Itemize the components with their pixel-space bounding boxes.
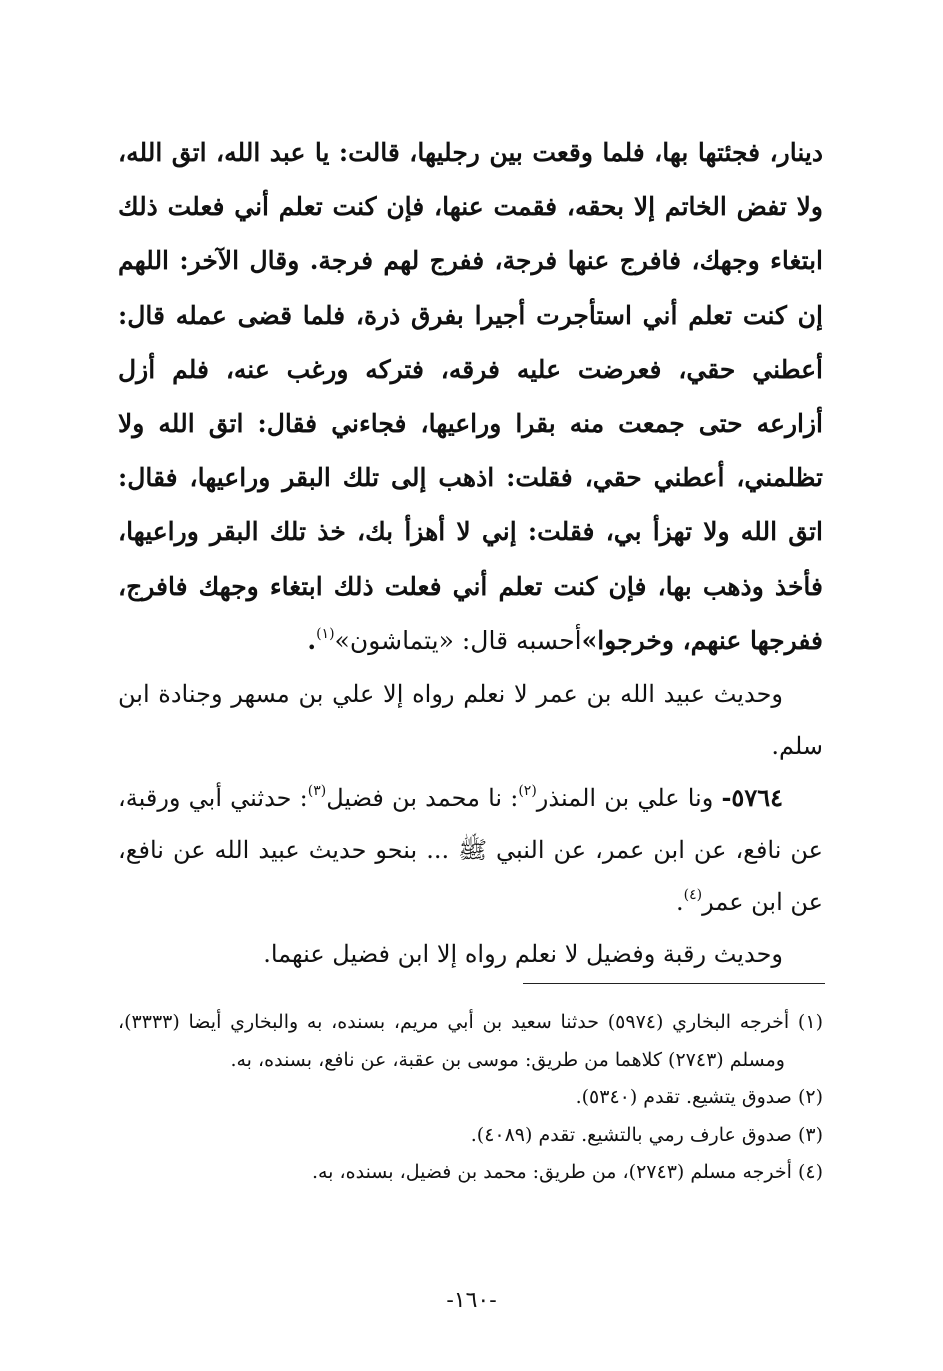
footnote-separator (523, 983, 825, 984)
main-text (118, 126, 823, 980)
hadith-body-paragraph (118, 126, 823, 668)
hadith-body-tail: أحسبه قال: «يتماشون» (334, 625, 582, 655)
footnote-4: (٤) أخرجه مسلم (٢٧٤٣)، من طريق: محمد بن فضيل، بسنده، به. (311, 1161, 823, 1183)
footnote-ref-3: (٣) (307, 783, 327, 800)
isnad-end: . (675, 888, 684, 917)
hadith-5764-paragraph (118, 772, 823, 928)
isnad-part-b: : نا محمد بن فضيل (326, 784, 519, 813)
isnad-part-a: ونا علي بن المنذر (536, 784, 722, 813)
footnote-ref-2: (٢) (518, 783, 537, 800)
footnote-2: (٢) صدوق يتشيع. تقدم (٥٣٤٠). (575, 1086, 823, 1108)
hadith-body-text: دينار، فجئتها بها، فلما وقعت بين رجليها، قالت: يا عبد الله، اتق الله، ولا تفض الخاتم إلا بحقه، فقمت عنها، فإن كنت تعلم أني فعلت ذلك ابتغاء وجهك، فافرج عنها فرجة، ففرج لهم فرجة. وقال الآخر: اللهم إن كنت تعلم أني استأجرت أجيرا بفرق ذرة، فلما قضى عمله قال: أعطني حقي، فعرضت عليه فرقه، فتركه ورغب عنه، فلم أزل أزارعه حتى جمعت منه بقرا وراعيها، فجاءني فقال: اتق الله ولا تظلمني، أعطني حقي، فقلت: اذهب إلى تلك البقر وراعيها، فقال: اتق الله ولا تهزأ بي، فقلت: إني لا أهزأ بك، خذ تلك البقر وراعيها، فأخذ وذهب بها، فإن كنت تعلم أني فعلت ذلك ابتغاء وجهك فافرج، ففرجها عنهم، وخرجوا» (118, 138, 823, 655)
footnote-1: (١) أخرجه البخاري (٥٩٧٤) حدثنا سعيد بن أبي مريم، بسنده، به والبخاري أيضا (٣٣٣٣)، ومسلم (٢٧٤٣) كلاهما من طريق: موسى بن عقبة، عن نافع، بسنده، به. (118, 1011, 823, 1071)
commentary-paragraph-2: وحديث رقبة وفضيل لا نعلم رواه إلا ابن فضيل عنهما. (263, 940, 783, 969)
isnad-part-c: : حدثني أبي ورقبة، عن نافع، عن ابن عمر، عن النبي ﷺ ... بنحو حديث عبيد الله عن نافع، عن ابن عمر (118, 784, 823, 917)
commentary-paragraph-1: وحديث عبيد الله بن عمر لا نعلم رواه إلا علي بن مسهر وجنادة ابن سلم. (118, 680, 823, 761)
footnotes (118, 1004, 823, 1192)
footnote-3: (٣) صدوق عارف رمي بالتشيع. تقدم (٤٠٨٩). (470, 1123, 823, 1146)
page-number: -١٦٠- (446, 1288, 497, 1313)
hadith-body-end: . (307, 625, 317, 655)
hadith-number: ٥٧٦٤- (721, 783, 783, 813)
footnote-ref-1: (١) (316, 625, 335, 642)
footnote-ref-4: (٤) (683, 887, 703, 904)
